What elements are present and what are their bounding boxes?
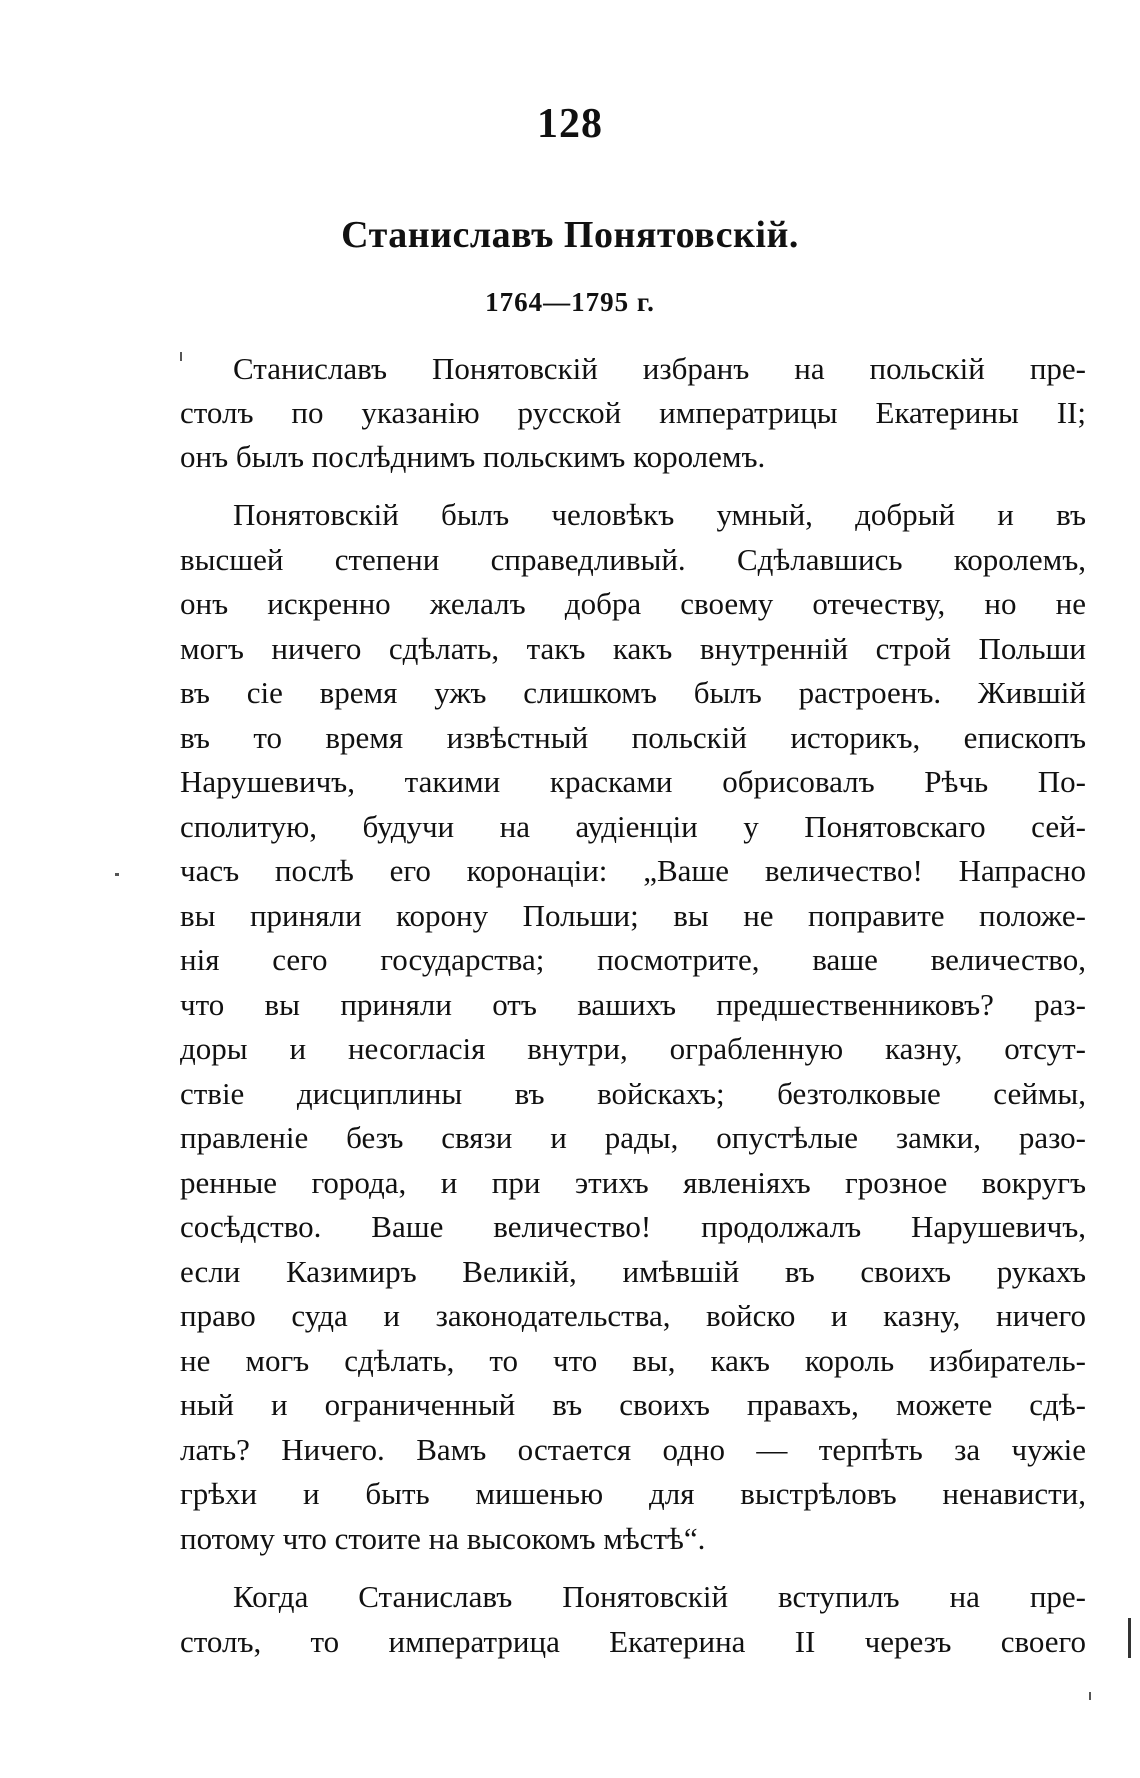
scan-speck: [1089, 1692, 1091, 1700]
text-line: доры и несогласія внутри, ограбленную казну, отсут-: [180, 1031, 1086, 1066]
text-line: нія сего государства; посмотрите, ваше величество,: [180, 942, 1086, 977]
text-line: Нарушевичъ, такими красками обрисовалъ Рѣчь По-: [180, 764, 1086, 799]
text-line: Станиславъ Понятовскій избранъ на польскій пре-: [233, 351, 1086, 386]
text-line: потому что стоите на высокомъ мѣстѣ“.: [180, 1521, 706, 1556]
text-line: сосѣдство. Ваше величество! продолжалъ Нарушевичъ,: [180, 1209, 1086, 1244]
scan-edge-mark: [1128, 1618, 1131, 1658]
text-line: ренные города, и при этихъ явленіяхъ грозное вокругъ: [180, 1165, 1086, 1200]
scan-speck: [180, 352, 182, 361]
scan-speck: [115, 873, 119, 876]
text-line: онъ былъ послѣднимъ польскимъ королемъ.: [180, 439, 766, 474]
text-line: сполитую, будучи на аудіенціи у Понятовскаго сей-: [180, 809, 1086, 844]
text-line: столъ, то императрица Екатерина II черезъ своего: [180, 1624, 1086, 1659]
text-line: въ сіе время ужъ слишкомъ былъ растроенъ. Жившій: [180, 675, 1086, 710]
text-line: могъ ничего сдѣлать, такъ какъ внутренній строй Польши: [180, 631, 1086, 666]
text-line: онъ искренно желалъ добра своему отечеству, но не: [180, 586, 1086, 621]
text-line: ствіе дисциплины въ войскахъ; безтолковые сеймы,: [180, 1076, 1086, 1111]
text-line: Когда Станиславъ Понятовскій вступилъ на пре-: [233, 1579, 1086, 1614]
text-line: грѣхи и быть мишенью для выстрѣловъ ненависти,: [180, 1476, 1086, 1511]
text-line: право суда и законодательства, войско и казну, ничего: [180, 1298, 1086, 1333]
text-line: лать? Ничего. Вамъ остается одно — терпѣть за чужіе: [180, 1432, 1086, 1467]
chapter-years: 1764—1795 г.: [485, 287, 655, 317]
page-number: 128: [537, 101, 603, 147]
text-line: столъ по указанію русской императрицы Екатерины II;: [180, 395, 1086, 430]
text-line: въ то время извѣстный польскій историкъ, епископъ: [180, 720, 1086, 755]
text-line: часъ послѣ его коронаціи: „Ваше величество! Напрасно: [180, 853, 1086, 888]
text-line: вы приняли корону Польши; вы не поправите положе-: [180, 898, 1086, 933]
text-line: что вы приняли отъ вашихъ предшественниковъ? раз-: [180, 987, 1086, 1022]
text-line: правленіе безъ связи и рады, опустѣлые замки, разо-: [180, 1120, 1086, 1155]
text-line: если Казимиръ Великій, имѣвшій въ своихъ рукахъ: [180, 1254, 1086, 1289]
text-line: высшей степени справедливый. Сдѣлавшись королемъ,: [180, 542, 1086, 577]
text-line: ный и ограниченный въ своихъ правахъ, можете сдѣ-: [180, 1387, 1086, 1422]
chapter-title: Станиславъ Понятовскій.: [341, 214, 799, 256]
text-line: Понятовскій былъ человѣкъ умный, добрый и въ: [233, 497, 1086, 532]
text-line: не могъ сдѣлать, то что вы, какъ король избиратель-: [180, 1343, 1086, 1378]
